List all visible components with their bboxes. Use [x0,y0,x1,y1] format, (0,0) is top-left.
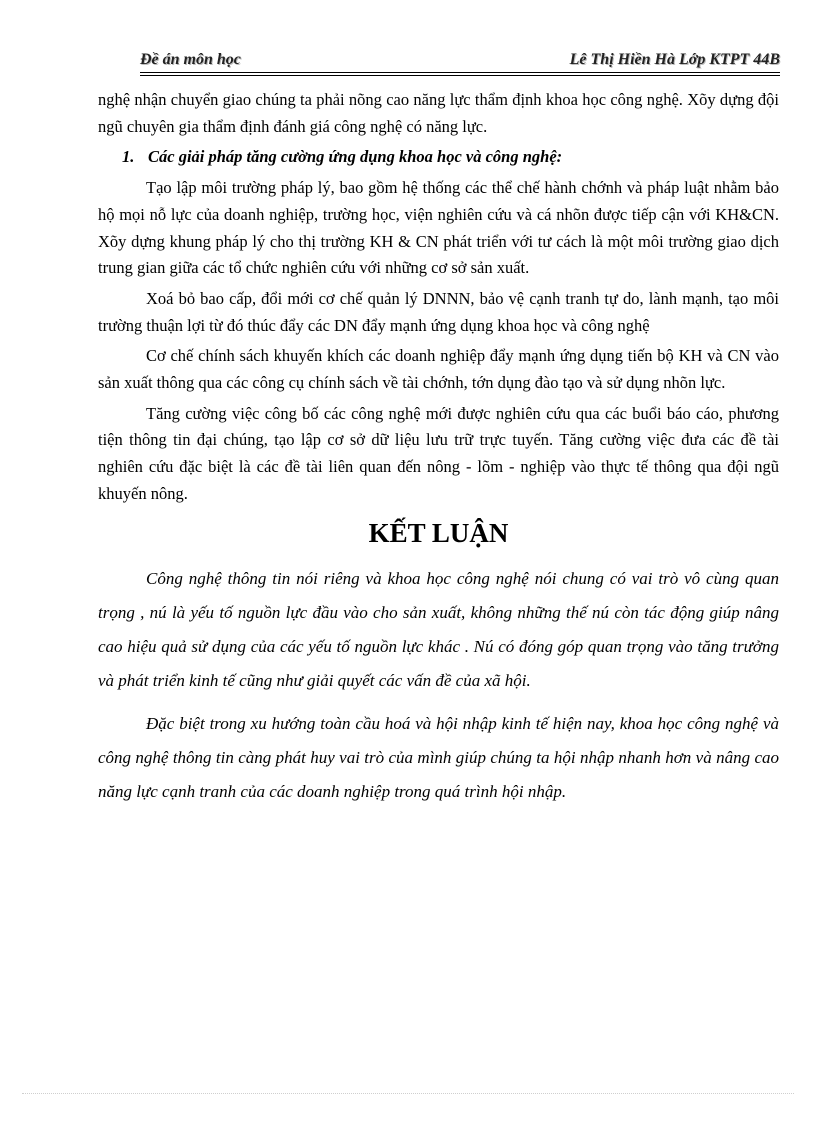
conclusion-paragraph-2: Đặc biệt trong xu hướng toàn cầu hoá và hội nhập kinh tế hiện nay, khoa học công nghệ và công nghệ thông tin càng phát huy vai trò của mình giúp chúng ta hội nhập nhanh hơn và nâng cao năng lực cạnh tranh của các doanh nghiệp trong quá trình hội nhập. [98,713,779,802]
section-heading-text: Các giải pháp tăng cường ứng dụng khoa học và công nghệ: [148,147,563,167]
paragraph-legal-environment: Tạo lập môi trường pháp lý, bao gồm hệ thống các thể chế hành chớnh và pháp luật nhằm bảo hộ mọi nỗ lực của doanh nghiệp, trường học, viện nghiên cứu và cá nhõn được tiếp cận với KH&CN. Xõy dựng khung pháp lý cho thị trường KH & CN phát triển với tư cách là một môi trường giao dịch trung gian giữa các tổ chức nghiên cứu với những cơ sở sản xuất. [98,178,779,278]
footer-divider [22,1093,794,1094]
paragraph-incentive-policy: Cơ chế chính sách khuyến khích các doanh nghiệp đẩy mạnh ứng dụng tiến bộ KH và CN vào sản xuất thông qua các công cụ chính sách về tài chớnh, tớn dụng đào tạo và sử dụng nhõn lực. [98,346,779,393]
header-course-title: Đề án môn học [140,51,241,68]
paragraph-publication: Tăng cường việc công bố các công nghệ mới được nghiên cứu qua các buổi báo cáo, phương tiện thông tin đại chúng, tạo lập cơ sở dữ liệu lưu trữ trực tuyến. Tăng cường việc đưa các đề tài nghiên cứu đặc biệt là các đề tài liên quan đến nông - lõm - nghiệp vào thực tế thông qua đội ngũ khuyến nông. [98,403,779,503]
section-heading [122,144,779,171]
section-number: 1. [122,147,135,167]
document-body [98,87,779,818]
paragraph-subsidy-reform: Xoá bỏ bao cấp, đổi mới cơ chế quản lý DNNN, bảo vệ cạnh tranh tự do, lành mạnh, tạo môi trường thuận lợi từ đó thúc đẩy các DN đẩy mạnh ứng dụng khoa học và công nghệ [98,288,779,335]
paragraph-continued: nghệ nhận chuyển giao chúng ta phải nõng cao năng lực thẩm định khoa học công nghệ. Xõy dựng đội ngũ chuyên gia thẩm định đánh giá công nghệ có năng lực. [98,90,779,136]
conclusion-title: KẾT LUẬN [368,517,509,548]
header-author-class: Lê Thị Hiền Hà Lớp KTPT 44B [569,51,780,68]
conclusion-paragraph-1: Công nghệ thông tin nói riêng và khoa học công nghệ nói chung có vai trò vô cùng quan trọng , nú là yếu tố nguồn lực đầu vào cho sản xuất, không những thế nú còn tác động giúp nâng cao hiệu quả sử dụng của các yếu tố nguồn lực khác . Nú có đóng góp quan trọng vào tăng trưởng và phát triển kinh tế cũng như giải quyết các vấn đề của xã hội. [98,568,779,691]
page-header [140,48,780,73]
